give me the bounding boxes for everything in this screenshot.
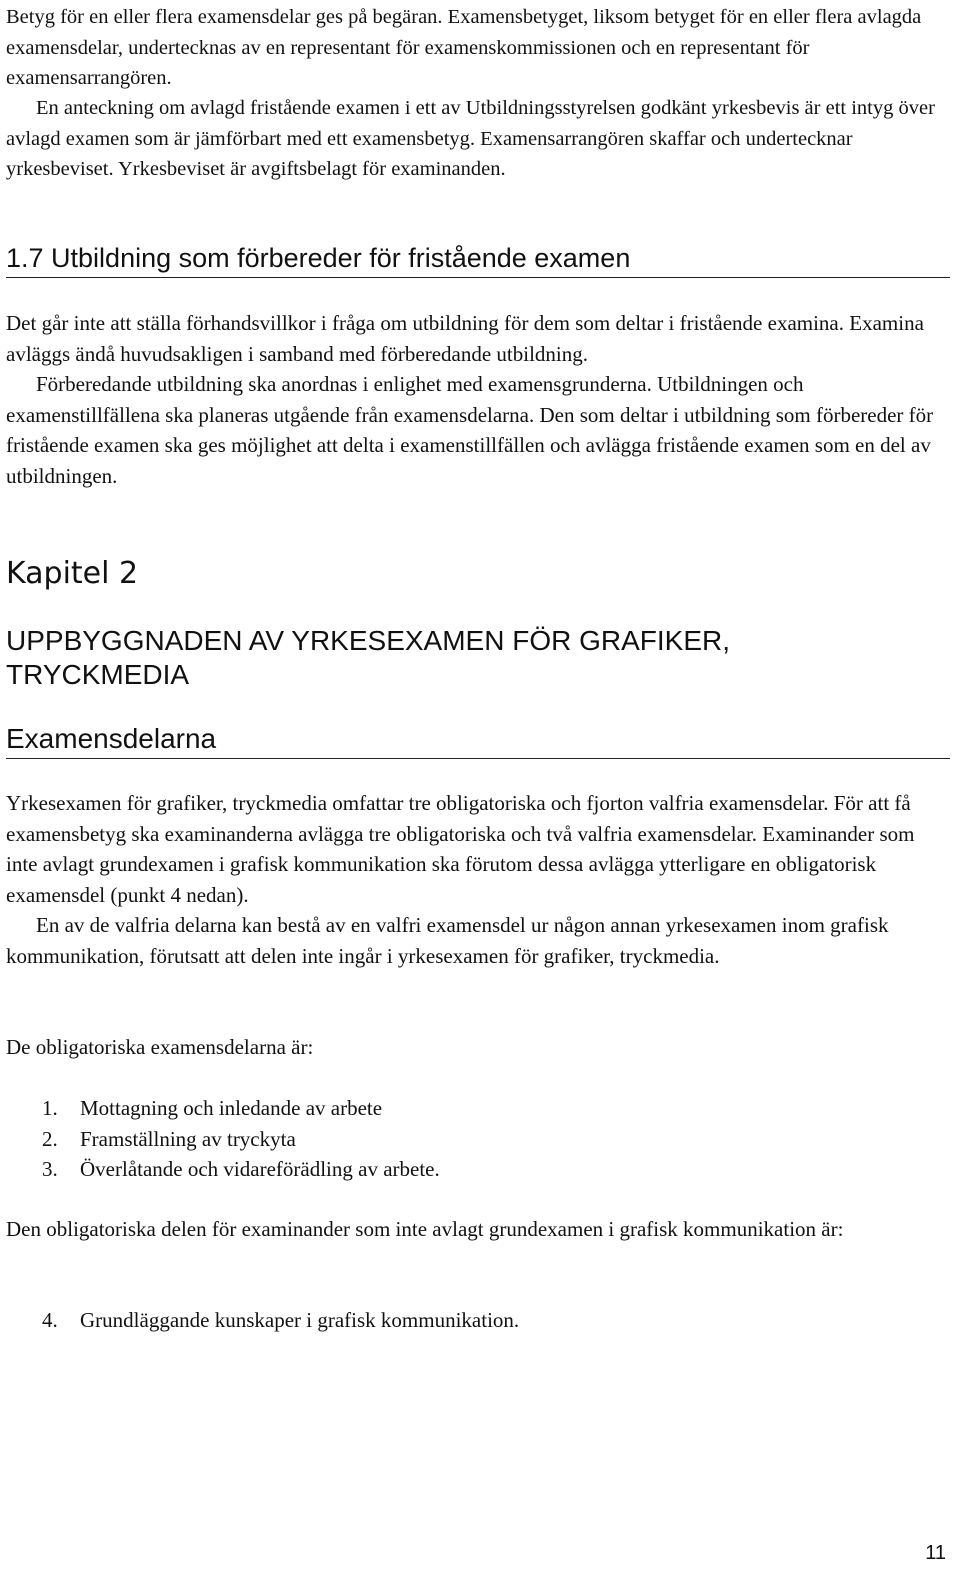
section-heading: 1.7 Utbildning som förbereder för fristående examen xyxy=(6,243,631,273)
chapter-label: Kapitel 2 xyxy=(6,556,139,591)
list-item xyxy=(6,1093,950,1124)
mandatory-list xyxy=(6,1093,950,1185)
mandatory-intro: De obligatoriska examensdelarna är: xyxy=(6,1035,314,1059)
list-text: Överlåtande och vidareförädling av arbete. xyxy=(80,1157,440,1181)
chapter-paragraph-1: Yrkesexamen för grafiker, tryckmedia omfattar tre obligatoriska och fjorton valfria examensdelar. För att få examensbetyg ska examinanderna avlägga tre obligatoriska och två valfria examensdelar. Examinander som inte avlagt grundexamen i grafisk kommunikation ska förutom dessa avlägga ytterligare en obligatorisk examensdel (punkt 4 nedan). xyxy=(6,791,915,907)
section-paragraph-1: Det går inte att ställa förhandsvillkor i fråga om utbildning för dem som deltar i fristående examina. Examina avläggs ändå huvudsakligen i samband med förberedande utbildning. xyxy=(6,311,924,366)
list-item xyxy=(6,1154,950,1185)
chapter-paragraph-2: En av de valfria delarna kan bestå av en valfri examensdel ur någon annan yrkesexamen inom grafisk kommunikation, förutsatt att delen inte ingår i yrkesexamen för grafiker, tryckmedia. xyxy=(6,913,889,968)
list-item xyxy=(6,1124,950,1155)
list-number: 4. xyxy=(42,1308,58,1332)
list-text: Grundläggande kunskaper i grafisk kommunikation. xyxy=(80,1308,520,1332)
subheading: Examensdelarna xyxy=(6,723,217,754)
extra-intro: Den obligatoriska delen för examinander som inte avlagt grundexamen i grafisk kommunikation är: xyxy=(6,1217,844,1241)
intro-paragraph-1: Betyg för en eller flera examensdelar ges på begäran. Examensbetyget, liksom betyget för en eller flera avlagda examensdelar, undertecknas av en representant för examenskommissionen och en representant för examensarrangören. xyxy=(6,6,922,89)
page-number: 11 xyxy=(925,1542,946,1564)
subheading-rule xyxy=(6,758,950,759)
section-heading-rule xyxy=(6,277,950,278)
section-paragraph-2: Förberedande utbildning ska anordnas i enlighet med examensgrunderna. Utbildningen och examenstillfällena ska planeras utgående från examensdelarna. Den som deltar i utbildning som förbereder för fristående examen ska ges möjlighet att delta i examenstillfällen och avlägga fristående examen som en del av utbildningen. xyxy=(6,372,934,488)
list-text: Framställning av tryckyta xyxy=(80,1126,296,1151)
list-number: 3. xyxy=(42,1157,58,1181)
list-text: Mottagning och inledande av arbete xyxy=(80,1096,383,1120)
chapter-title: UPPBYGGNADEN AV YRKESEXAMEN FÖR GRAFIKER, TRYCKMEDIA xyxy=(6,625,731,690)
extra-list xyxy=(6,1305,950,1336)
list-number: 2. xyxy=(42,1126,58,1151)
list-item xyxy=(6,1305,950,1336)
intro-paragraph-2: En anteckning om avlagd fristående examen i ett av Utbildningsstyrelsen godkänt yrkesbevis är ett intyg över avlagd examen som är jämförbart med ett examensbetyg. Examensarrangören skaffar och undertecknar yrkesbeviset. Yrkesbeviset är avgiftsbelagt för examinanden. xyxy=(6,97,935,180)
list-number: 1. xyxy=(42,1096,58,1120)
